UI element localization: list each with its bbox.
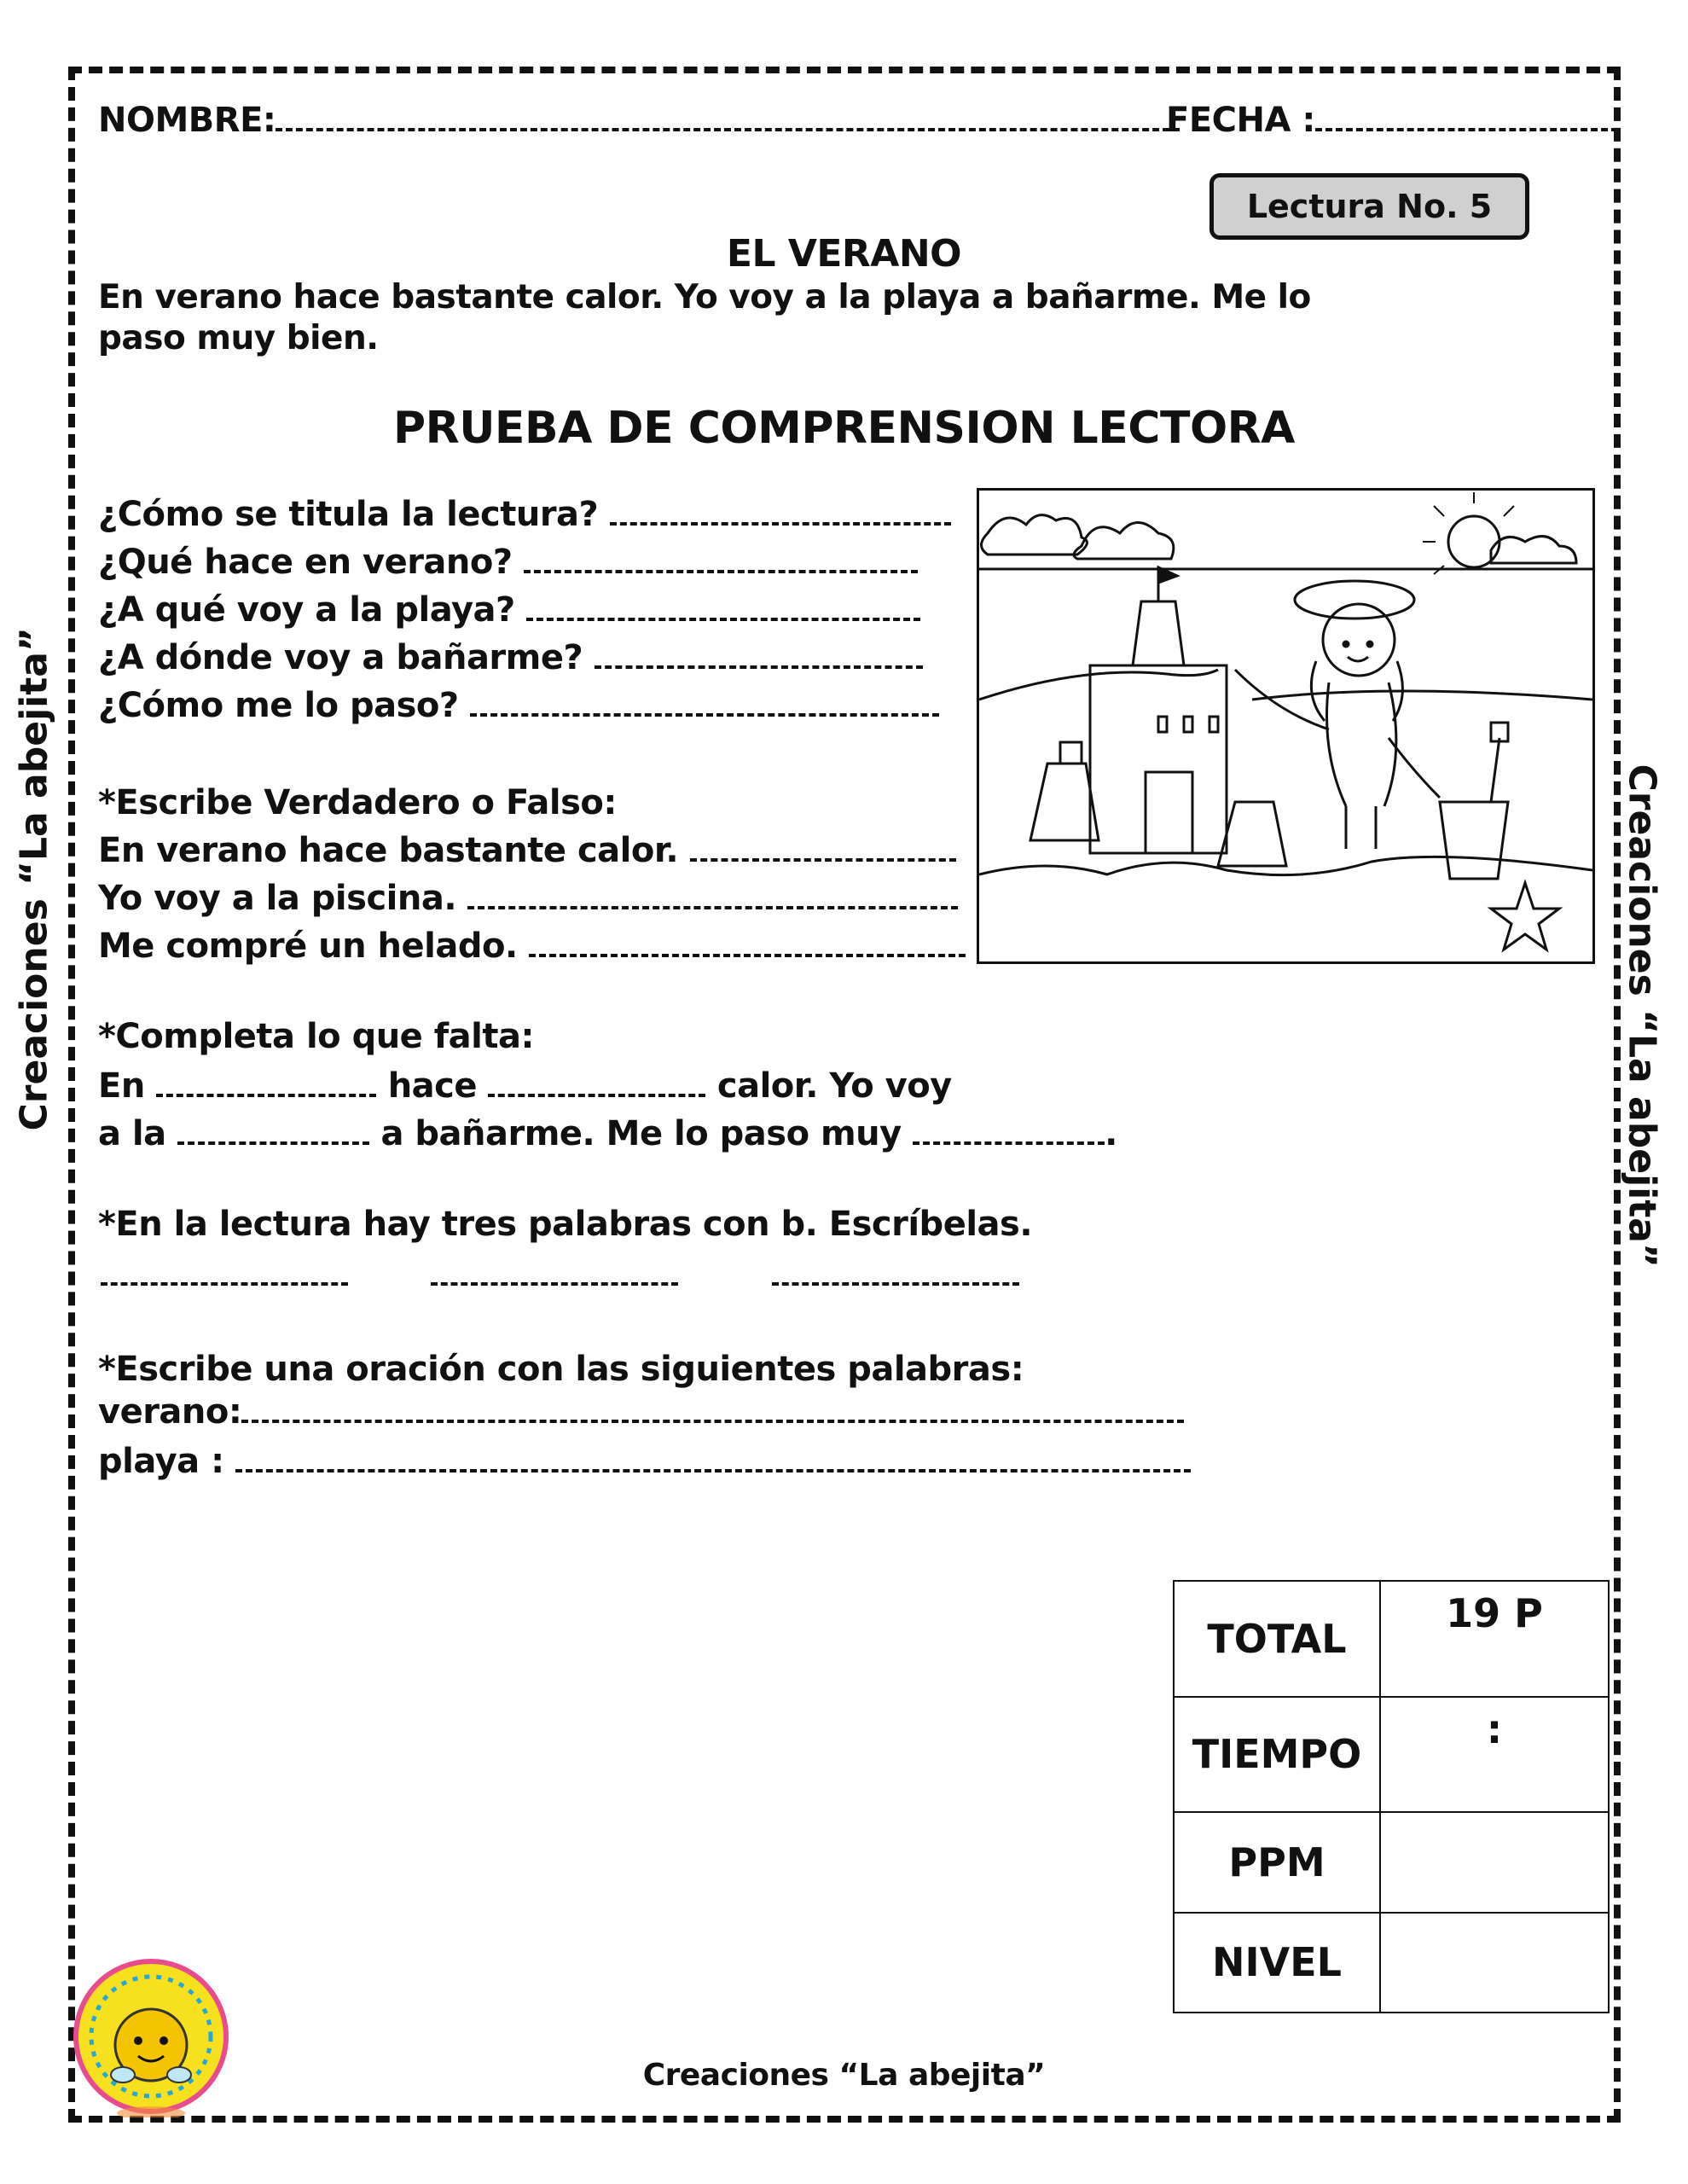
fecha-label: FECHA : [1166,101,1315,140]
tf-item-1 [98,831,956,870]
side-label-left: Creaciones “La abejita” [12,627,56,1131]
tf-blank[interactable] [529,949,966,957]
answer-blank[interactable] [610,517,951,526]
reading-line-2: paso muy bien. [98,319,379,357]
complete-blank[interactable] [177,1136,369,1145]
nombre-row [98,101,1180,140]
tf-blank[interactable] [690,853,956,862]
question-text: ¿Qué hace en verano? [98,543,513,582]
tiempo-value[interactable]: : [1380,1697,1609,1813]
complete-word: . [1105,1114,1117,1153]
sentence-verano [98,1392,1184,1432]
fecha-row [1166,101,1618,140]
footer-credit: Creaciones “La abejita” [642,2058,1046,2093]
answer-blank[interactable] [524,565,918,573]
bee-logo [70,1955,232,2117]
question-text: ¿Cómo me lo paso? [98,686,459,725]
complete-word: a bañarme. Me lo paso muy [380,1114,902,1153]
sentence-playa [98,1442,1191,1481]
complete-blank[interactable] [156,1089,376,1097]
question-1 [98,495,951,534]
tf-text: Me compré un helado. [98,926,518,966]
total-value: 19 P [1380,1581,1609,1697]
b-word-blank-3[interactable] [772,1273,1019,1289]
complete-blank[interactable] [913,1136,1105,1145]
nivel-value[interactable] [1380,1913,1609,2013]
side-label-right: Creaciones “La abejita” [1620,764,1664,1268]
tf-item-2 [98,879,958,918]
question-2 [98,543,918,582]
tf-blank[interactable] [467,901,958,909]
score-table [1173,1580,1610,2013]
complete-line-1 [98,1066,952,1106]
score-row-nivel [1174,1913,1609,2013]
question-text: ¿A qué voy a la playa? [98,590,515,630]
tf-text: En verano hace bastante calor. [98,831,679,870]
sentence-blank[interactable] [235,1464,1191,1472]
complete-word: hace [387,1066,477,1106]
total-label: TOTAL [1174,1581,1380,1697]
complete-word: calor. Yo voy [716,1066,952,1106]
nivel-label: NIVEL [1174,1913,1380,2013]
nombre-blank[interactable] [276,123,1180,131]
tf-text: Yo voy a la piscina. [98,879,457,918]
complete-word: a la [98,1114,166,1153]
answer-blank[interactable] [470,708,939,717]
tf-heading: *Escribe Verdadero o Falso: [98,783,617,822]
sentence-label: verano: [98,1392,242,1432]
reading-line-1: En verano hace bastante calor. Yo voy a la playa a bañarme. Me lo [98,278,1311,317]
b-words-heading: *En la lectura hay tres palabras con b. Escríbelas. [98,1205,1033,1244]
test-title: PRUEBA DE COMPRENSION LECTORA [393,403,1295,454]
answer-blank[interactable] [595,660,923,669]
question-3 [98,590,920,630]
answer-blank[interactable] [526,613,920,621]
score-row-ppm [1174,1812,1609,1912]
sentence-blank[interactable] [241,1414,1184,1423]
complete-word: En [98,1066,145,1106]
tf-item-3 [98,926,966,966]
question-text: ¿Cómo se titula la lectura? [98,495,599,534]
score-row-tiempo [1174,1697,1609,1813]
b-word-blank-1[interactable] [101,1273,348,1289]
reading-title: EL VERANO [726,232,962,276]
sentence-label: playa : [98,1442,224,1481]
complete-heading: *Completa lo que falta: [98,1017,534,1056]
complete-blank[interactable] [488,1089,705,1097]
ppm-label: PPM [1174,1812,1380,1912]
beach-illustration [977,488,1595,964]
question-5 [98,686,939,725]
fecha-blank[interactable] [1315,123,1618,131]
complete-line-2 [98,1114,1117,1153]
ppm-value[interactable] [1380,1812,1609,1912]
question-4 [98,638,923,677]
lectura-badge: Lectura No. 5 [1209,173,1529,240]
nombre-label: NOMBRE: [98,101,276,140]
score-row-total [1174,1581,1609,1697]
b-word-blank-2[interactable] [431,1273,678,1289]
tiempo-label: TIEMPO [1174,1697,1380,1813]
sentences-heading: *Escribe una oración con las siguientes palabras: [98,1350,1024,1389]
question-text: ¿A dónde voy a bañarme? [98,638,583,677]
